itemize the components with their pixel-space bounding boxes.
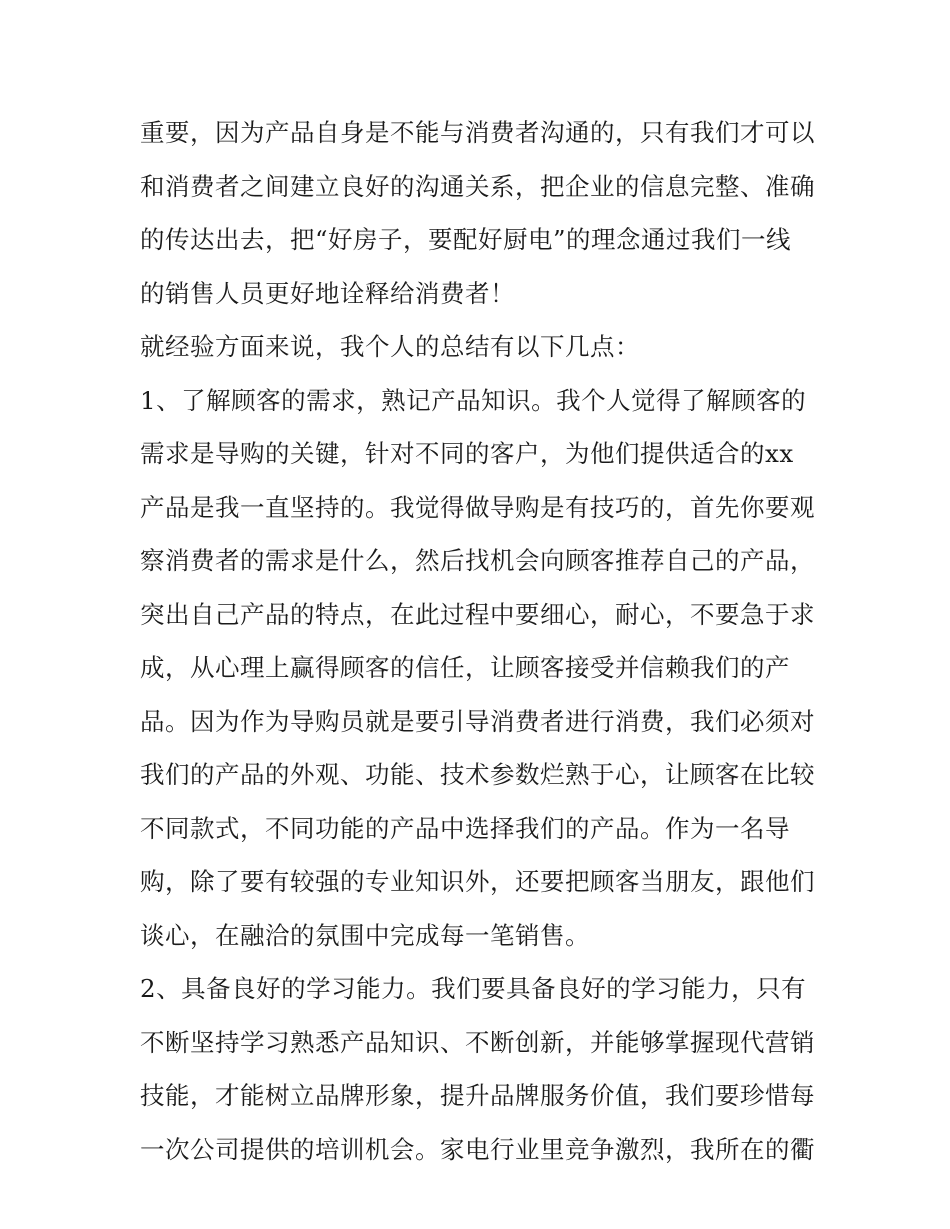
text-line: 成，从心理上赢得顾客的信任，让顾客接受并信赖我们的产 bbox=[140, 653, 790, 682]
text-line: 和消费者之间建立良好的沟通关系，把企业的信息完整、准确 bbox=[140, 171, 815, 201]
text-line: 的传达出去，把“好房子，要配好厨电”的理念通过我们一线 bbox=[140, 225, 792, 254]
body-text bbox=[140, 106, 820, 1176]
text-line: 不同款式，不同功能的产品中选择我们的产品。作为一名导 bbox=[140, 813, 790, 843]
text-line: 就经验方面来说，我个人的总结有以下几点： bbox=[140, 332, 640, 361]
text-line: 需求是导购的关键，针对不同的客户，为他们提供适合的xx bbox=[140, 439, 794, 468]
text-line: 我们的产品的外观、功能、技术参数烂熟于心，让顾客在比较 bbox=[140, 760, 815, 789]
text-line: 谈心，在融洽的氛围中完成每一笔销售。 bbox=[140, 920, 590, 950]
text-line: 的销售人员更好地诠释给消费者！ bbox=[140, 278, 515, 308]
text-line: 察消费者的需求是什么，然后找机会向顾客推荐自己的产品， bbox=[140, 546, 815, 575]
text-line: 突出自己产品的特点，在此过程中要细心，耐心，不要急于求 bbox=[140, 599, 815, 629]
text-line: 购，除了要有较强的专业知识外，还要把顾客当朋友，跟他们 bbox=[140, 867, 815, 896]
text-line: 不断坚持学习熟悉产品知识、不断创新，并能够掌握现代营销 bbox=[140, 1027, 815, 1057]
text-line: 技能，才能树立品牌形象，提升品牌服务价值，我们要珍惜每 bbox=[140, 1081, 815, 1110]
text-line: 1、了解顾客的需求，熟记产品知识。我个人觉得了解顾客的 bbox=[140, 385, 807, 415]
text-line: 2、具备良好的学习能力。我们要具备良好的学习能力，只有 bbox=[140, 974, 807, 1003]
text-line: 品。因为作为导购员就是要引导消费者进行消费，我们必须对 bbox=[140, 706, 815, 736]
text-line: 重要，因为产品自身是不能与消费者沟通的，只有我们才可以 bbox=[140, 118, 815, 147]
text-line: 产品是我一直坚持的。我觉得做导购是有技巧的，首先你要观 bbox=[140, 492, 815, 522]
text-line: 一次公司提供的培训机会。家电行业里竞争激烈，我所在的衢 bbox=[140, 1134, 815, 1164]
